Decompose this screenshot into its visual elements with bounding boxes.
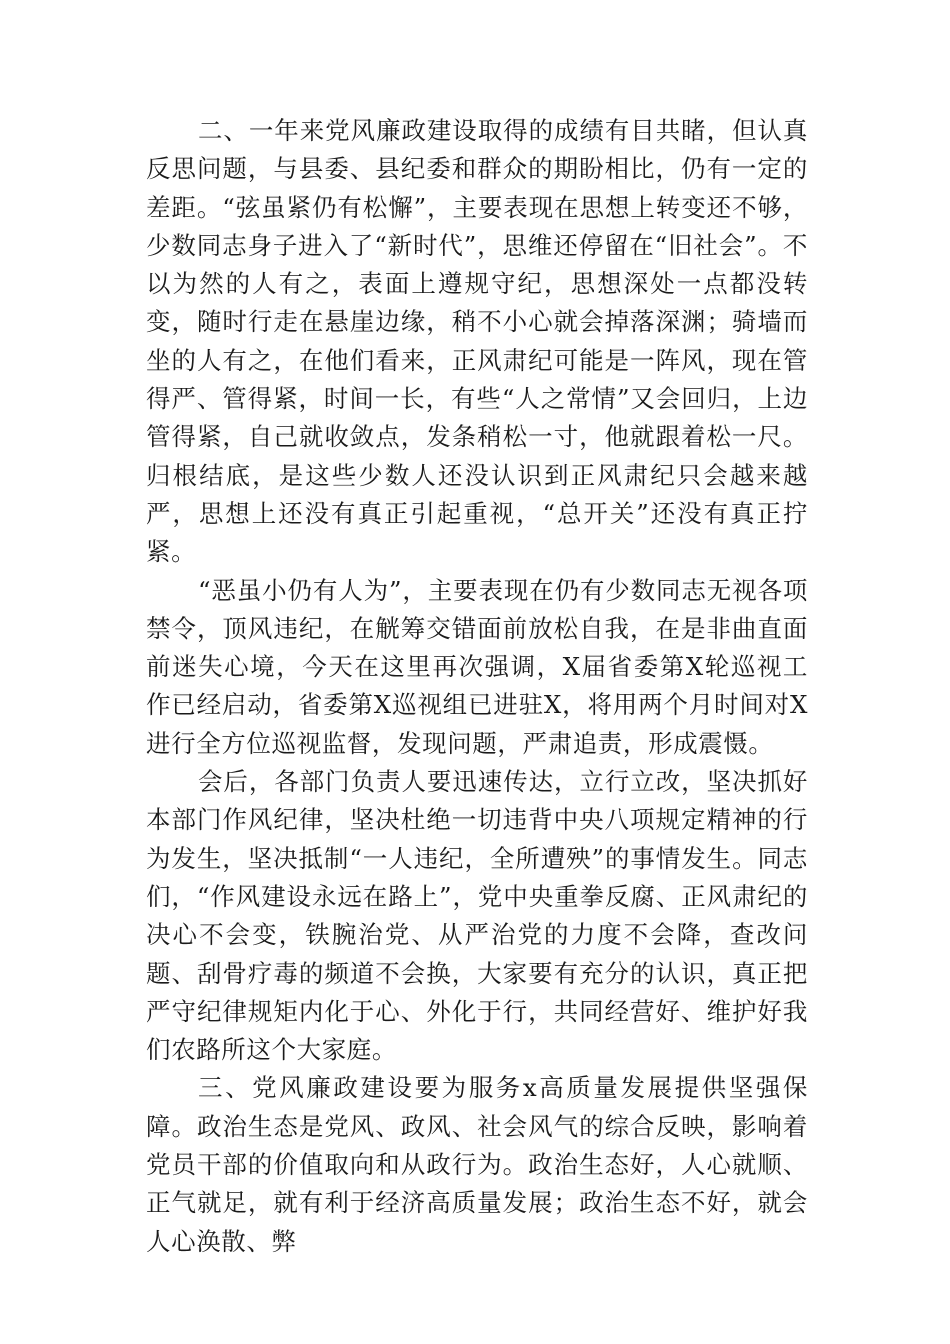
paragraph-4: 三、党风廉政建设要为服务x高质量发展提供坚强保障。政治生态是党风、政风、社会风气的综合反映，影响着党员干部的价值取向和从政行为。政治生态好，人心就顺、正气就足，就有利于经济高质量发展；政治生态不好，就会人心涣散、弊 <box>146 1073 808 1256</box>
document-body <box>146 112 808 1261</box>
paragraph-3: 会后，各部门负责人要迅速传达，立行立改，坚决抓好本部门作风纪律，坚决杜绝一切违背中央八项规定精神的行为发生，坚决抵制“一人违纪，全所遭殃”的事情发生。同志们，“作风建设永远在路上”，党中央重拳反腐、正风肃纪的决心不会变，铁腕治党、从严治党的力度不会降，查改问题、刮骨疗毒的频道不会换，大家要有充分的认识，真正把严守纪律规矩内化于心、外化于行，共同经营好、维护好我们农路所这个大家庭。 <box>146 767 808 1065</box>
paragraph-1: 二、一年来党风廉政建设取得的成绩有目共睹，但认真反思问题，与县委、县纪委和群众的期盼相比，仍有一定的差距。“弦虽紧仍有松懈”，主要表现在思想上转变还不够，少数同志身子进入了“新时代”，思维还停留在“旧社会”。不以为然的人有之，表面上遵规守纪，思想深处一点都没转变，随时行走在悬崖边缘，稍不小心就会掉落深渊；骑墙而坐的人有之，在他们看来，正风肃纪可能是一阵风，现在管得严、管得紧，时间一长，有些“人之常情”又会回归，上边管得紧，自己就收敛点，发条稍松一寸，他就跟着松一尺。归根结底，是这些少数人还没认识到正风肃纪只会越来越严，思想上还没有真正引起重视，“总开关”还没有真正拧紧。 <box>146 116 808 567</box>
paragraph-2: “恶虽小仍有人为”，主要表现在仍有少数同志无视各项禁令，顶风违纪，在觥筹交错面前放松自我，在是非曲直面前迷失心境，今天在这里再次强调，X届省委第X轮巡视工作已经启动，省委第X巡视组已进驻X，将用两个月时间对X进行全方位巡视监督，发现问题，严肃追责，形成震慑。 <box>146 575 808 758</box>
